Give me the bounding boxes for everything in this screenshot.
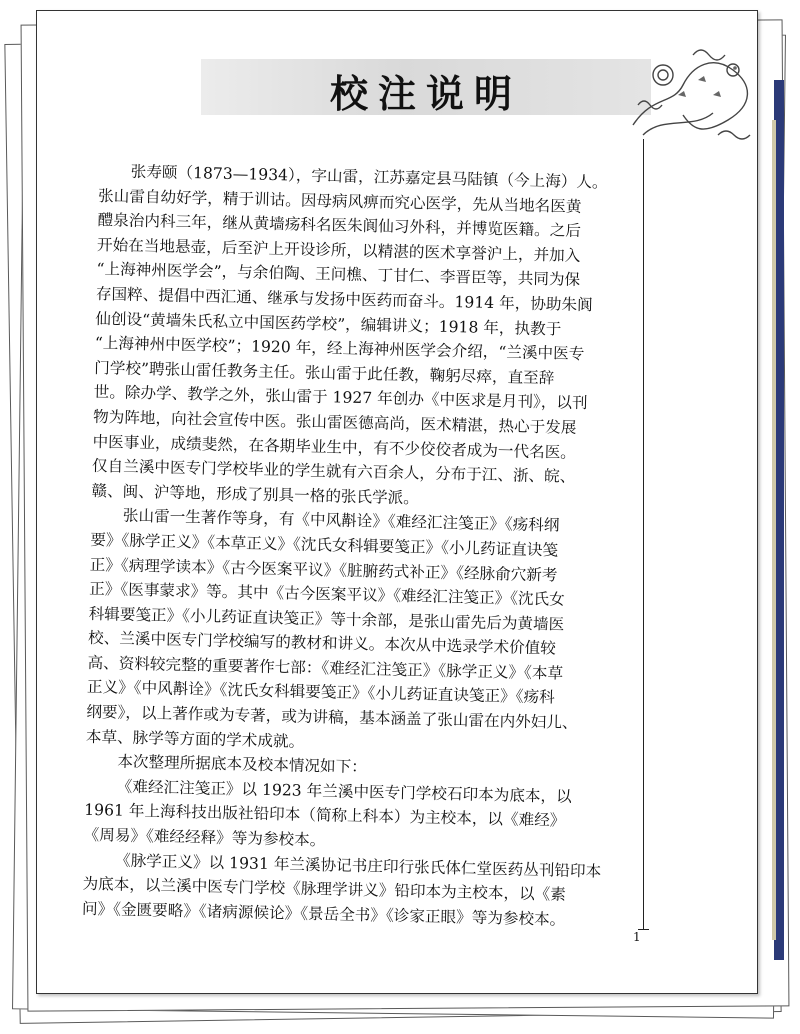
- text-line: 《脉学正义》以 1931 年兰溪协记书庄印行张氏体仁堂医药丛刊铅印本: [114, 851, 602, 881]
- text-line: 纲要》，以上著作或为专著，或为讲稿，基本涵盖了张山雷在内外妇儿、: [86, 702, 578, 733]
- margin-rule: [643, 139, 644, 929]
- text-line: 科辑要笺正》《小儿药证直诀笺正》等十余部，是张山雷先后为黄墙医: [88, 604, 565, 634]
- text-line: 赣、闽、沪等地，形成了别具一格的张氏学派。: [91, 481, 420, 508]
- text-line: 仅自兰溪中医专门学校毕业的学生就有六百余人，分布于江、浙、皖、: [91, 457, 576, 487]
- text-line: 存国粹、提倡中西汇通、继承与发扬中医药而奋斗。1914 年，协助朱阆: [95, 284, 593, 315]
- dragon-ornament-icon: [623, 35, 763, 155]
- text-line: 张山雷一生著作等身，有《中风斠诠》《难经汇注笺正》《疡科纲: [122, 506, 560, 535]
- title-banner: [201, 59, 651, 115]
- text-line: 中医事业，成绩斐然，在各期毕业生中，有不少佼佼者成为一代名医。: [92, 432, 577, 462]
- text-line: 物为阵地，向社会宣传中医。张山雷医德高尚，医术精湛，热心于发展: [92, 407, 577, 437]
- text-line: 正义》《中风斠诠》《沈氏女科辑要笺正》《小儿药证直诀笺正》《疡科: [86, 678, 555, 707]
- text-line: 要》《脉学正义》《本草正义》《沈氏女科辑要笺正》《小儿药证直诀笺: [90, 530, 559, 560]
- text-line: 世。除办学、教学之外，张山雷于 1927 年创办《中医求是月刊》，以刊: [93, 383, 588, 413]
- text-line: 正》《病理学读本》《古今医案平议》《脏腑药式补正》《经脉俞穴新考: [89, 555, 558, 585]
- text-line: 开始在当地悬壶，后至沪上开设诊所，以精湛的医术享誉沪上，并加入: [96, 235, 581, 265]
- text-line: 《周易》《难经经释》等为参校本。: [83, 825, 326, 850]
- page-title: 校注说明: [329, 71, 522, 116]
- text-line: 仙创设“黄墙朱氏私立中国医药学校”，编辑讲义；1918 年，执教于: [95, 309, 562, 339]
- text-line: 张寿颐（1873—1934），字山雷，江苏嘉定县马陆镇（今上海）人。: [130, 162, 608, 192]
- page-number: 1: [633, 930, 641, 944]
- text-line: 醴泉治内科三年，继从黄墙疡科名医朱阆仙习外科，并博览医籍。之后: [97, 211, 582, 241]
- text-line: “上海神州中医学校”；1920 年，经上海神州医学会介绍，“兰溪中医专: [94, 334, 585, 364]
- text-line: 《难经汇注笺正》以 1923 年兰溪中医专门学校石印本为底本，以: [116, 777, 572, 806]
- text-line: 正》《医事蒙求》等。其中《古今医案平议》《难经汇注笺正》《沈氏女: [89, 579, 565, 609]
- text-line: 校、兰溪中医专门学校编写的教材和讲义。本次从中选录学术价值较: [87, 629, 557, 658]
- text-line: 1961 年上海科技出版社铅印本（简称上科本）为主校本，以《难经》: [84, 801, 566, 831]
- text-line: 本草、脉学等方面的学术成就。: [85, 727, 305, 751]
- text-line: 问》《金匮要略》《诸病源候论》《景岳全书》《诊家正眼》等为参校本。: [81, 899, 566, 929]
- text-line: 门学校”聘张山雷任教务主任。张山雷于此任教，鞠躬尽瘁，直至辞: [94, 358, 555, 388]
- book-page-edge: [772, 120, 776, 940]
- text-line: “上海神州医学会”，与余伯陶、王问樵、丁甘仁、李晋臣等，共同为保: [96, 260, 581, 290]
- text-line: 为底本，以兰溪中医专门学校《脉理学讲义》铅印本为主校本，以《素: [82, 875, 567, 904]
- text-line: 高、资料较完整的重要著作七部：《难经汇注笺正》《脉学正义》《本草: [87, 653, 564, 683]
- text-line: 本次整理所据底本及校本情况如下：: [117, 752, 367, 777]
- document-page: [36, 10, 758, 994]
- body-text: [82, 159, 639, 933]
- text-line: 张山雷自幼好学，精于训诂。因母病风痹而究心医学，先从当地名医黄: [97, 186, 582, 216]
